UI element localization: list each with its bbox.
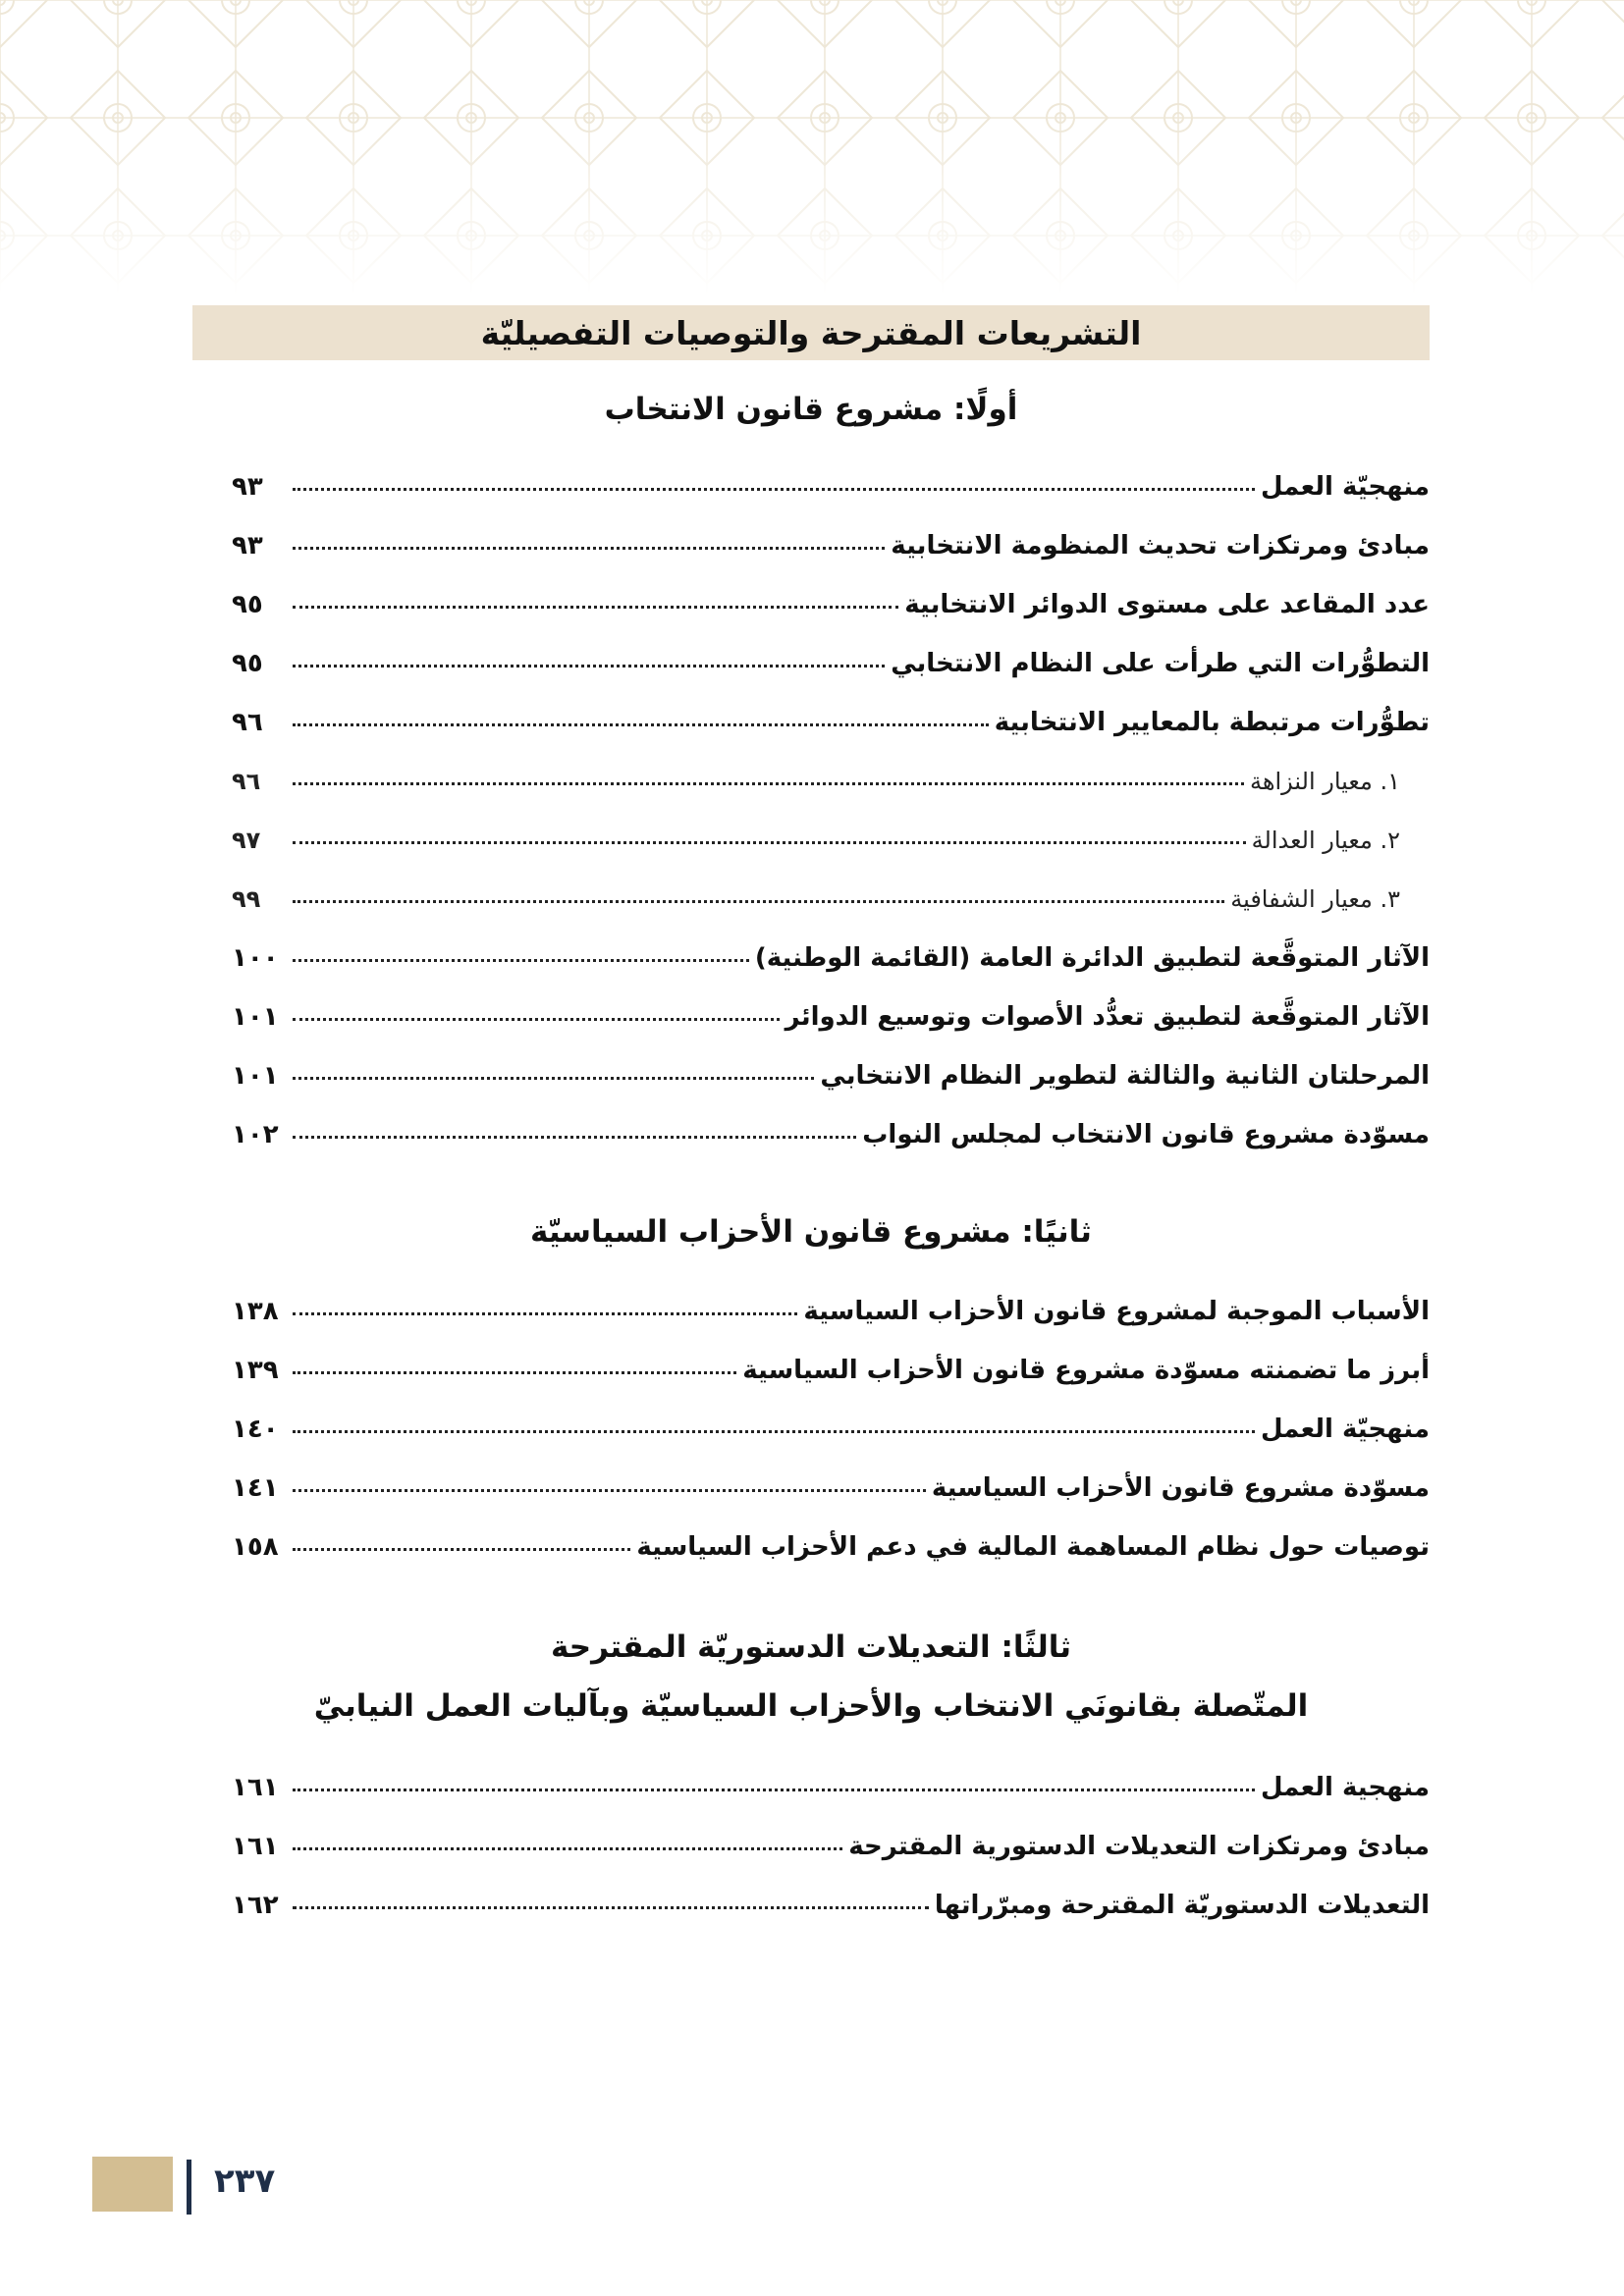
page-number: ٢٣٧ (214, 2162, 276, 2201)
toc-entry-title: مسوّدة مشروع قانون الانتخاب لمجلس النواب (862, 1120, 1430, 1149)
dot-leader (293, 547, 885, 550)
toc-entry-title: مبادئ ومرتكزات تحديث المنظومة الانتخابية (891, 531, 1430, 561)
toc-entry-page: ١٦١ (232, 1832, 279, 1861)
toc-entry-page: ٩٥ (232, 590, 263, 619)
dot-leader (293, 1430, 1255, 1433)
section-2-title: ثانيًا: مشروع قانون الأحزاب السياسيّة (530, 1214, 1092, 1250)
toc-entry-page: ١٦٢ (232, 1891, 279, 1920)
toc-entry[interactable] (232, 933, 1430, 984)
header-band (192, 305, 1430, 360)
toc-entry-title: منهجيّة العمل (1260, 472, 1430, 502)
toc-entry-title: مسوّدة مشروع قانون الأحزاب السياسية (931, 1473, 1430, 1503)
toc-entry-title: الآثار المتوقَّعة لتطبيق الدائرة العامة (القائمة الوطنية) (754, 943, 1430, 973)
toc-entry-page: ١٤٠ (232, 1415, 279, 1444)
dot-leader (293, 841, 1246, 844)
section-3-title-line-2: المتّصلة بقانونَي الانتخاب والأحزاب السياسيّة وبآليات العمل النيابيّ (313, 1688, 1309, 1724)
toc-entry-title: المرحلتان الثانية والثالثة لتطوير النظام الانتخابي (820, 1061, 1430, 1091)
toc-entry-title: ٣. معيار الشفافية (1230, 885, 1400, 913)
dot-leader (293, 1847, 842, 1850)
footer-decor-box (92, 2157, 173, 2212)
toc-entry[interactable] (232, 815, 1430, 866)
toc-entry-title: منهجيّة العمل (1260, 1415, 1430, 1444)
toc-entry[interactable] (232, 1522, 1430, 1573)
toc-entry-title: توصيات حول نظام المساهمة المالية في دعم الأحزاب السياسية (636, 1532, 1430, 1562)
toc-entry-page: ٩٦ (232, 708, 263, 737)
toc-entry[interactable] (232, 991, 1430, 1042)
toc-entry[interactable] (232, 1880, 1430, 1931)
dot-leader (293, 1077, 814, 1080)
toc-entry-title: الأسباب الموجبة لمشروع قانون الأحزاب السياسية (803, 1297, 1430, 1326)
toc-entry[interactable] (232, 461, 1430, 512)
toc-entry-page: ٩٣ (232, 531, 263, 561)
dot-leader (293, 1018, 780, 1021)
toc-entry-page: ١٣٨ (232, 1297, 279, 1326)
dot-leader (293, 1906, 929, 1909)
toc-entry-page: ١٠٠ (232, 943, 279, 973)
toc-entry-title: منهجية العمل (1260, 1773, 1430, 1802)
toc-entry[interactable] (232, 697, 1430, 748)
header-title: التشريعات المقترحة والتوصيات التفصيليّة (480, 313, 1142, 352)
dot-leader (293, 959, 749, 962)
dot-leader (293, 1489, 926, 1492)
toc-entry-page: ١٠١ (232, 1002, 279, 1032)
toc-entry-title: تطوُّرات مرتبطة بالمعايير الانتخابية (994, 708, 1430, 737)
toc-entry-page: ٩٣ (232, 472, 263, 502)
toc-entry-title: عدد المقاعد على مستوى الدوائر الانتخابية (904, 590, 1430, 619)
dot-leader (293, 1548, 630, 1551)
dot-leader (293, 488, 1255, 491)
dot-leader (293, 782, 1244, 785)
toc-entry-page: ١٠٢ (232, 1120, 279, 1149)
section-3-title-line-1: ثالثًا: التعديلات الدستوريّة المقترحة (550, 1629, 1072, 1665)
toc-entry[interactable] (232, 1404, 1430, 1455)
dot-leader (293, 1789, 1255, 1791)
dot-leader (293, 665, 885, 667)
dot-leader (293, 606, 898, 609)
toc-entry-page: ١٠١ (232, 1061, 279, 1091)
toc-entry-page: ١٥٨ (232, 1532, 279, 1562)
toc-entry[interactable] (232, 1762, 1430, 1813)
dot-leader (293, 723, 989, 726)
dot-leader (293, 1371, 736, 1374)
toc-entry[interactable] (232, 874, 1430, 925)
toc-entry[interactable] (232, 1286, 1430, 1337)
toc-entry-page: ١٦١ (232, 1773, 279, 1802)
toc-entry[interactable] (232, 1050, 1430, 1101)
toc-entry[interactable] (232, 1109, 1430, 1160)
toc-entry[interactable] (232, 756, 1430, 807)
toc-entry-page: ٩٥ (232, 649, 263, 678)
toc-entry-title: التعديلات الدستوريّة المقترحة ومبرّراتها (934, 1891, 1430, 1920)
toc-entry[interactable] (232, 1463, 1430, 1514)
dot-leader (293, 1312, 797, 1315)
toc-entry-page: ١٤١ (232, 1473, 279, 1503)
toc-entry-page: ١٣٩ (232, 1356, 279, 1385)
toc-entry[interactable] (232, 520, 1430, 571)
toc-entry-page: ٩٩ (232, 885, 261, 913)
toc-entry[interactable] (232, 579, 1430, 630)
toc-entry[interactable] (232, 638, 1430, 689)
decorative-pattern (0, 0, 1624, 294)
toc-entry-title: أبرز ما تضمنته مسوّدة مشروع قانون الأحزاب السياسية (742, 1356, 1430, 1385)
toc-entry-page: ٩٦ (232, 768, 261, 795)
toc-entry-title: التطوُّرات التي طرأت على النظام الانتخابي (891, 649, 1430, 678)
toc-entry-title: ١. معيار النزاهة (1249, 768, 1400, 795)
toc-entry[interactable] (232, 1345, 1430, 1396)
toc-entry[interactable] (232, 1821, 1430, 1872)
section-1-title: أولًا: مشروع قانون الانتخاب (604, 392, 1018, 427)
footer-divider (187, 2160, 191, 2215)
toc-entry-title: الآثار المتوقَّعة لتطبيق تعدُّد الأصوات وتوسيع الدوائر (785, 1002, 1430, 1032)
toc-entry-page: ٩٧ (232, 827, 261, 854)
dot-leader (293, 900, 1224, 903)
toc-entry-title: ٢. معيار العدالة (1251, 827, 1400, 854)
dot-leader (293, 1136, 856, 1139)
toc-entry-title: مبادئ ومرتكزات التعديلات الدستورية المقترحة (848, 1832, 1430, 1861)
